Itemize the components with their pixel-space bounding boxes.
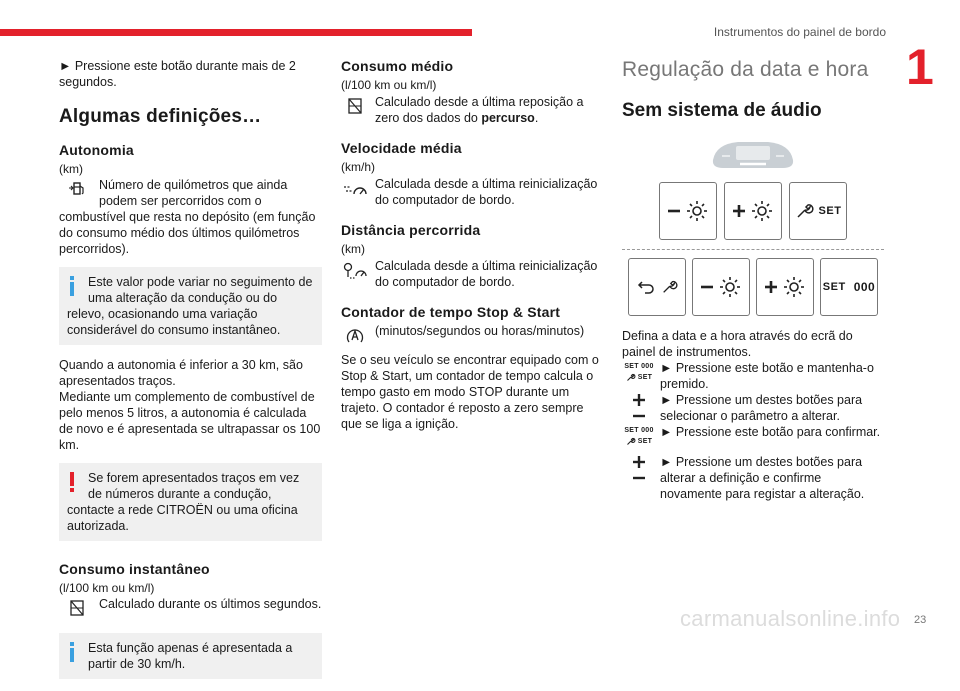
consumption-icon: [341, 94, 369, 115]
step-1: SET 000 SET ► Pressione este botão e mantenha-o premido.: [622, 360, 884, 392]
plus-minus-icon: [622, 392, 656, 422]
warning-box-autonomia: Se forem apresentados traços em vez de números durante a condução, contacte a rede CITROËN ou uma oficina autorizada.: [59, 463, 322, 541]
autonomia-text3: Mediante um complemento de combustível de pelo menos 5 litros, a autonomia é calculada de novo e é apresentada se ultrapassar os 100 km.: [59, 390, 321, 452]
fuel-pump-icon: [63, 177, 91, 198]
brightness-plus-button-2[interactable]: [756, 258, 814, 316]
consumption-icon: [63, 596, 91, 617]
distance-icon: [341, 258, 369, 281]
section-subtitle: Sem sistema de áudio: [622, 100, 822, 121]
autonomia-unit: (km): [59, 162, 83, 176]
stop-start-unit-row: (minutos/segundos ou horas/minutos): [341, 323, 607, 346]
page-number: 23: [914, 614, 927, 626]
stop-start-title: Contador de tempo Stop & Start: [341, 304, 561, 320]
plus-minus-icon: [622, 454, 656, 484]
column-3: [622, 58, 884, 502]
intro-text: ► Pressione este botão durante mais de 2 segundos.: [59, 59, 296, 89]
divider-dashed: [622, 249, 884, 250]
set-000-icon: SET 000 SET: [624, 427, 654, 445]
distancia-unit: (km): [341, 242, 365, 256]
wrench-set-button[interactable]: SET: [789, 182, 847, 240]
back-wrench-button[interactable]: [628, 258, 686, 316]
button-row-top: [622, 182, 884, 240]
wrench-icon: [795, 202, 813, 220]
column-2: [341, 58, 607, 432]
distancia-desc: Calculada desde a última reinicialização do computador de bordo.: [341, 258, 607, 290]
warning-icon: [67, 471, 79, 498]
button-row-bottom: [622, 258, 884, 316]
wrench-icon: [626, 437, 635, 446]
column-1: [59, 58, 322, 691]
step-2: ► Pressione um destes botões para selecionar o parâmetro a alterar.: [622, 392, 884, 424]
autonomia-text: Número de quilómetros que ainda podem ser percorridos com o combustível que resta no depósito (em função do consumo médio dos últimos quilómetros percorridos).: [59, 178, 316, 256]
consumo-medio-title: Consumo médio: [341, 58, 454, 74]
consumo-instantaneo-desc: Calculado durante os últimos segundos.: [59, 596, 322, 617]
wrench-icon: [661, 279, 677, 295]
consumo-medio-desc: Calculado desde a última reposição a zero dos dados do percurso.: [341, 94, 607, 126]
back-arrow-icon: [637, 279, 655, 295]
velocidade-media-desc: Calculada desde a última reinicialização do computador de bordo.: [341, 176, 607, 208]
wrench-icon: [626, 373, 635, 382]
header-red-bar: [0, 29, 472, 36]
intro-text: Defina a data e a hora através do ecrã do painel de instrumentos.: [622, 329, 853, 359]
brightness-minus-button[interactable]: [659, 182, 717, 240]
steering-wheel-illustration: [622, 136, 884, 172]
consumo-medio-unit: (l/100 km ou km/l): [341, 78, 437, 92]
stop-start-text: Se o seu veículo se encontrar equipado com o Stop & Start, um contador de tempo calcula o tempo gasto em modo STOP durante um trajeto. O contador é reposto a zero sempre que se liga a ignição.: [341, 353, 599, 431]
consumo-instantaneo-title: Consumo instantâneo: [59, 561, 210, 577]
definitions-title: Algumas definições…: [59, 106, 262, 127]
info-box-consumo: Esta função apenas é apresentada a partir de 30 km/h.: [59, 633, 322, 679]
distancia-title: Distância percorrida: [341, 222, 481, 238]
section-title: Regulação da data e hora: [622, 58, 869, 81]
info-icon: [67, 275, 79, 302]
set-000-icon: SET 000 SET: [624, 363, 654, 381]
velocidade-media-title: Velocidade média: [341, 140, 462, 156]
info-icon: [67, 641, 79, 668]
autonomia-desc: [59, 177, 322, 257]
step-4: ► Pressione um destes botões para alterar a definição e confirme novamente para registar a alteração.: [622, 454, 884, 502]
header-title: Instrumentos do painel de bordo: [713, 25, 886, 39]
autonomia-title: Autonomia: [59, 142, 134, 158]
chapter-number: 1: [906, 39, 934, 95]
brightness-plus-button[interactable]: [724, 182, 782, 240]
watermark: carmanualsonline.info: [680, 606, 901, 631]
step-3: SET 000 SET ► Pressione este botão para confirmar.: [622, 424, 884, 446]
consumo-instantaneo-unit: (l/100 km ou km/l): [59, 581, 155, 595]
info-box-autonomia: Este valor pode variar no seguimento de uma alteração da condução ou do relevo, ocasionando uma variação considerável do consumo instantâneo.: [59, 267, 322, 345]
stop-start-icon: [341, 323, 369, 346]
velocidade-media-unit: (km/h): [341, 160, 375, 174]
autonomia-text2: Quando a autonomia é inferior a 30 km, são apresentados traços.: [59, 358, 303, 388]
average-speed-icon: [341, 176, 369, 197]
set-000-button[interactable]: SET 000: [820, 258, 878, 316]
brightness-minus-button-2[interactable]: [692, 258, 750, 316]
